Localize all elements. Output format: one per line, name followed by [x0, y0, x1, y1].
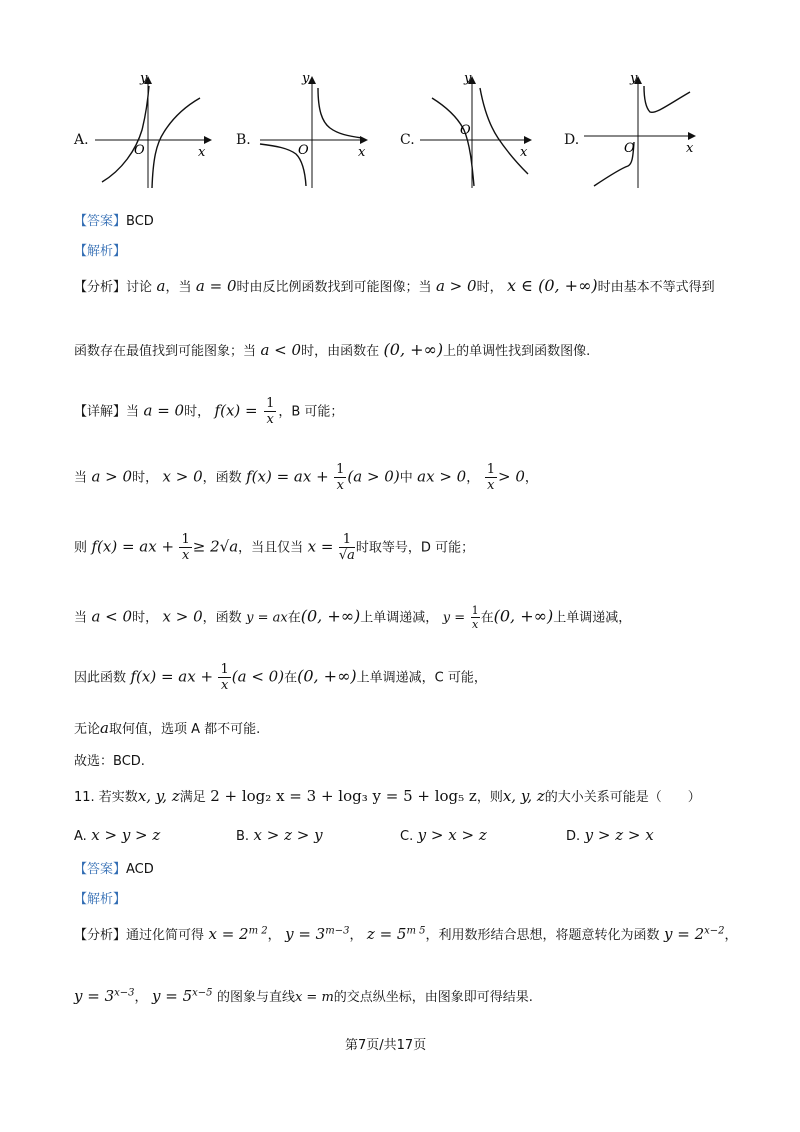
option-c-graph — [396, 70, 546, 195]
fenxi-tag: 【分析】 — [74, 928, 127, 943]
q11-option-c — [400, 826, 487, 844]
math: ≥ 2√a — [192, 537, 239, 556]
text: 无论 — [74, 722, 101, 737]
text: 在 — [284, 670, 298, 686]
text: 时， — [132, 610, 159, 626]
origin-label: O — [460, 123, 471, 138]
q10-detail-line5 — [74, 662, 487, 693]
option-d-plot — [560, 70, 710, 195]
math: y = — [442, 610, 466, 626]
x-axis-label: x — [358, 145, 366, 160]
fraction — [485, 462, 497, 493]
denominator: x — [181, 548, 190, 563]
math: f(x) = ax + — [246, 467, 329, 486]
denominator: x — [487, 478, 495, 493]
math: f(x) = ax + — [91, 537, 175, 556]
analysis-tag: 【解析】 — [74, 892, 127, 907]
option-c-letter: C. — [400, 132, 415, 148]
math: x > 0 — [162, 607, 203, 626]
denominator: √a — [338, 548, 355, 563]
option-b-plot — [232, 70, 382, 195]
text: 的图象与直线 — [216, 990, 295, 1005]
numerator: 1 — [471, 604, 479, 617]
text: 当 — [126, 404, 140, 420]
q10-answer-line — [74, 210, 154, 229]
q11-answer-line — [74, 858, 154, 877]
q11-option-d — [566, 826, 654, 844]
option-letter: D. — [566, 829, 581, 844]
superscript: x−5 — [192, 987, 213, 999]
option-letter: A. — [74, 829, 87, 844]
y-axis-label: y — [140, 71, 148, 86]
answer-tag: 【答案】 — [74, 862, 127, 877]
math: a = 0 — [195, 277, 237, 295]
text: ，当 — [165, 280, 192, 295]
text: ， — [349, 928, 363, 943]
math: x ∈ (0, +∞) — [507, 276, 598, 295]
x-axis-label: x — [520, 145, 528, 160]
text: 11. 若实数 — [74, 790, 138, 805]
math: z = 5 — [366, 925, 407, 943]
math: (a > 0) — [347, 467, 400, 486]
text: ，当且仅当 — [238, 540, 304, 556]
option-d-letter: D. — [564, 132, 580, 148]
numerator: 1 — [339, 532, 355, 548]
text: ， — [134, 990, 148, 1005]
superscript: m−3 — [325, 925, 350, 937]
math: x = 2 — [208, 925, 249, 943]
text: ， — [524, 470, 538, 486]
option-a-plot — [70, 70, 220, 195]
math: (0, +∞) — [300, 606, 361, 626]
text: ，函数 — [202, 470, 242, 486]
text: 时由基本不等式得到 — [597, 280, 715, 295]
text: 上单调递减， — [360, 610, 439, 626]
text: 取何值，选项 A 都不可能. — [108, 722, 261, 737]
math: y = ax — [246, 610, 288, 626]
text: ， — [466, 470, 480, 486]
q11-option-b — [236, 826, 323, 844]
superscript: x−3 — [114, 987, 135, 999]
answer-tag: 【答案】 — [74, 214, 127, 229]
text: 因此函数 — [74, 670, 127, 686]
q11-stem — [74, 786, 701, 805]
math: a < 0 — [91, 607, 133, 626]
math: a = 0 — [143, 401, 185, 420]
math: y = 2 — [663, 925, 705, 943]
math: (a < 0) — [231, 667, 285, 686]
q10-detail-line4 — [74, 604, 631, 631]
math: a > 0 — [435, 277, 477, 295]
y-axis-label: y — [302, 71, 310, 86]
math: x, y, z — [502, 787, 545, 805]
y-axis-label: y — [464, 71, 472, 86]
math: y = 3 — [285, 925, 326, 943]
text: 则 — [74, 540, 88, 556]
text: 时由反比例函数找到可能图像；当 — [236, 280, 432, 295]
math: (0, +∞) — [493, 606, 554, 626]
text: 上单调递减，C 可能， — [356, 670, 487, 686]
fraction — [264, 396, 276, 427]
math: y = 3 — [74, 987, 115, 1005]
text: 时， — [184, 404, 211, 420]
page-footer: 第7页/共17页 — [345, 1038, 427, 1053]
answer-text: ACD — [126, 862, 154, 877]
answer-text: BCD — [126, 214, 154, 229]
fraction — [471, 604, 480, 631]
q10-fenxi-line1 — [74, 276, 715, 295]
text: ，函数 — [202, 610, 242, 626]
math: f(x) = — [214, 401, 258, 420]
option-expr: x > z > y — [253, 826, 323, 844]
text: 中 — [399, 470, 413, 486]
math: x > 0 — [162, 467, 203, 486]
numerator: 1 — [336, 462, 345, 477]
text: 的交点纵坐标，由图象即可得结果. — [333, 990, 533, 1005]
option-c-plot — [396, 70, 546, 195]
text: 讨论 — [126, 280, 153, 295]
text: 上的单调性找到函数图像. — [443, 344, 591, 359]
math: > 0 — [497, 467, 525, 486]
detail-tag: 【详解】 — [74, 404, 127, 420]
math: f(x) = ax + — [130, 667, 214, 686]
q10-detail-line2 — [74, 462, 538, 493]
fenxi-tag: 【分析】 — [74, 280, 127, 295]
text: ， — [724, 928, 738, 943]
analysis-tag: 【解析】 — [74, 244, 127, 259]
option-expr: y > z > x — [584, 826, 654, 844]
origin-label: O — [624, 141, 635, 156]
q10-fenxi-line2 — [74, 340, 590, 359]
math: x = — [307, 537, 334, 556]
q11-fenxi-line1 — [74, 924, 738, 943]
superscript: x−2 — [704, 925, 725, 937]
q11-option-a — [74, 826, 160, 844]
text: 时， — [476, 280, 503, 295]
text: 的大小关系可能是（ ） — [544, 790, 701, 805]
math: a < 0 — [260, 341, 302, 359]
text: ，则 — [476, 790, 503, 805]
fraction — [218, 662, 230, 693]
x-axis-label: x — [686, 141, 694, 156]
x-axis-label: x — [198, 145, 206, 160]
text: ，B 可能； — [278, 404, 344, 420]
option-a-letter: A. — [74, 132, 89, 148]
text: 时取等号，D 可能； — [355, 540, 475, 556]
text: 通过化简可得 — [126, 928, 205, 943]
text: 在 — [287, 610, 301, 626]
math: a — [100, 719, 109, 737]
text: 满足 — [179, 790, 206, 805]
denominator: x — [336, 478, 344, 493]
denominator: x — [220, 678, 229, 693]
text: 当 — [74, 470, 88, 486]
text: 函数存在最值找到可能图象；当 — [74, 344, 257, 359]
denominator: x — [266, 412, 274, 427]
text: ， — [267, 928, 281, 943]
q10-analysis-tag — [74, 240, 126, 259]
math: (0, +∞) — [297, 666, 357, 686]
superscript: m 2 — [248, 925, 268, 937]
q10-detail-line6 — [74, 718, 260, 737]
option-d-graph — [560, 70, 710, 195]
option-b-graph — [232, 70, 382, 195]
math: 2 + log₂ x = 3 + log₃ y = 5 + log₅ z — [210, 787, 477, 805]
numerator: 1 — [181, 532, 190, 547]
math: (0, +∞) — [383, 340, 444, 359]
option-a-graph — [70, 70, 220, 195]
text: 当 — [74, 610, 88, 626]
numerator: 1 — [266, 396, 275, 411]
math: a > 0 — [91, 467, 133, 486]
y-axis-label: y — [630, 71, 638, 86]
fraction — [334, 462, 346, 493]
text: 在 — [480, 610, 494, 626]
text: 时，由函数在 — [301, 344, 380, 359]
numerator: 1 — [486, 462, 495, 477]
denominator: x — [471, 618, 479, 631]
text: ，利用数形结合思想，将题意转化为函数 — [425, 928, 660, 943]
math: x = m — [294, 990, 334, 1005]
option-expr: y > x > z — [417, 826, 487, 844]
fraction — [179, 532, 191, 563]
option-b-letter: B. — [236, 132, 251, 148]
superscript: m 5 — [406, 925, 426, 937]
fraction — [339, 532, 355, 563]
q10-choose: 故选：BCD. — [74, 754, 145, 769]
math: x, y, z — [137, 787, 180, 805]
math: ax > 0 — [417, 467, 467, 486]
q11-analysis-tag — [74, 888, 126, 907]
q10-detail-line1 — [74, 396, 343, 427]
text: 时， — [132, 470, 159, 486]
origin-label: O — [298, 143, 309, 158]
q11-fenxi-line2 — [74, 986, 533, 1005]
text: 上单调递减， — [553, 610, 632, 626]
origin-label: O — [134, 143, 145, 158]
q10-detail-line3 — [74, 532, 474, 563]
option-expr: x > y > z — [91, 826, 161, 844]
option-letter: B. — [236, 829, 250, 844]
math: a — [156, 277, 166, 295]
option-letter: C. — [400, 829, 414, 844]
numerator: 1 — [220, 662, 229, 677]
math: y = 5 — [151, 987, 193, 1005]
